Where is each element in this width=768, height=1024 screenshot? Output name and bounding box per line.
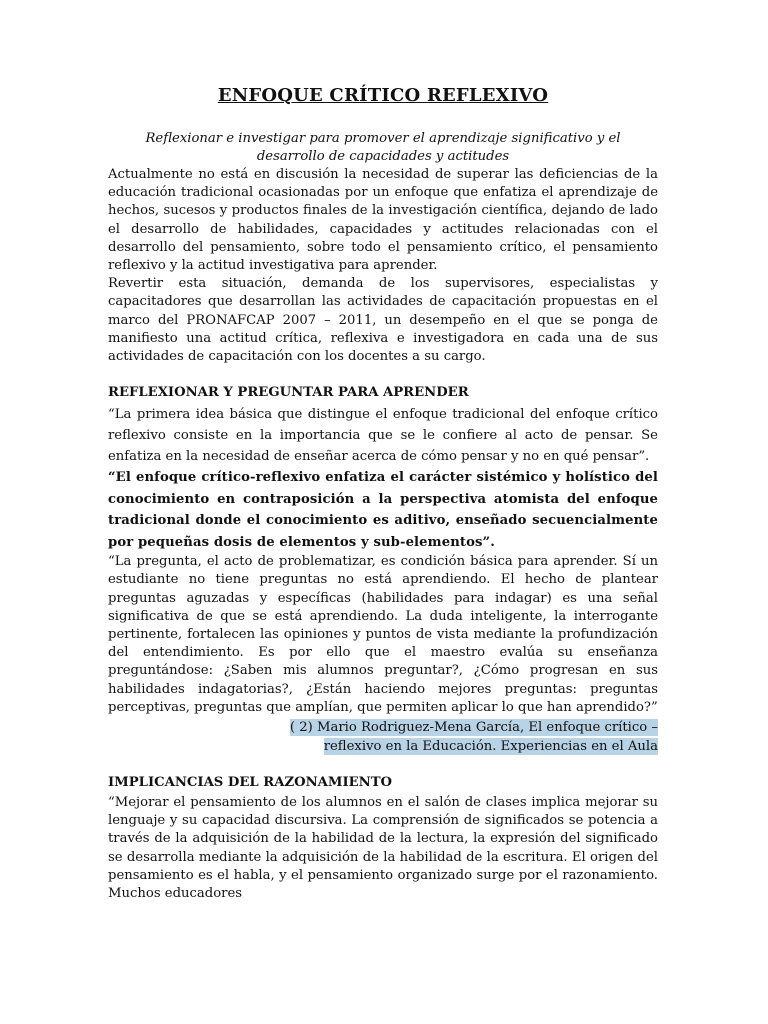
document-title: ENFOQUE CRÍTICO REFLEXIVO	[217, 85, 549, 106]
citation-line-1	[108, 719, 658, 738]
quote-paragraph-1: “La primera idea básica que distingue el enfoque tradicional del enfoque crítico reflexivo consiste en la importancia que se le confiere al acto de pensar. Se enfatiza en la necesidad de enseñar acerca de cómo pensar y no en qué pensar”.	[108, 407, 658, 465]
bold-quote-paragraph: “El enfoque crítico-reflexivo enfatiza el carácter sistémico y holístico del conocimiento en contraposición a la perspectiva atomista del enfoque tradicional donde el conocimiento es aditivo, enseñado secuencialmente por pequeñas dosis de elementos y sub-elementos”.	[108, 470, 658, 550]
section-heading-reflexionar: REFLEXIONAR Y PREGUNTAR PARA APRENDER	[108, 385, 469, 401]
implicancias-paragraph: “Mejorar el pensamiento de los alumnos en el salón de clases implica mejorar su lenguaje y su capacidad discursiva. La comprensión de significados se potencia a través de la adquisición de la habilidad de la lectura, la expresión del significado se desarrolla mediante la adquisición de la habilidad de la escritura. El origen del pensamiento es el habla, y el pensamiento organizado surge por el razonamiento. Muchos educadores	[108, 795, 658, 902]
citation-line-1-text: ( 2) Mario Rodriguez-Mena García, El enfoque crítico –	[289, 720, 658, 736]
citation-line-2-text: reflexivo en la Educación. Experiencias en el Aula	[323, 738, 658, 754]
citation-line-2	[108, 738, 658, 757]
document-subtitle: Reflexionar e investigar para promover el aprendizaje significativo y el desarrollo de capacidades y actitudes	[145, 131, 621, 164]
quote-paragraph-2: “La pregunta, el acto de problematizar, es condición básica para aprender. Sí un estudiante no tiene preguntas no está aprendiendo. El hecho de plantear preguntas aguzadas y específicas (habilidades para indagar) es una señal significativa de que se está aprendiendo. La duda inteligente, la interrogante pertinente, fortalecen las opiniones y puntos de vista mediante la profundización del entendimiento. Es por ello que el maestro evalúa su enseñanza preguntándose: ¿Saben mis alumnos preguntar?, ¿Cómo progresan en sus habilidades indagatorias?, ¿Están haciendo mejores preguntas: preguntas perceptivas, preguntas que amplían, que permiten aplicar lo que han aprendido?”	[108, 554, 658, 715]
intro-paragraph-1: Actualmente no está en discusión la necesidad de superar las deficiencias de la educación tradicional ocasionadas por un enfoque que enfatiza el aprendizaje de hechos, sucesos y productos finales de la investigación científica, dejando de lado el desarrollo de habilidades, capacidades y actitudes relacionadas con el desarrollo del pensamiento, sobre todo el pensamiento crítico, el pensamiento reflexivo y la actitud investigativa para aprender.	[108, 167, 658, 274]
section-heading-implicancias: IMPLICANCIAS DEL RAZONAMIENTO	[108, 775, 393, 791]
document-page	[108, 84, 658, 903]
intro-paragraph-2: Revertir esta situación, demanda de los supervisores, especialistas y capacitadores que desarrollan las actividades de capacitación propuestas en el marco del PRONAFCAP 2007 – 2011, un desempeño en el que se ponga de manifiesto una actitud crítica, reflexiva e investigadora en cada una de sus actividades de capacitación con los docentes a su cargo.	[108, 276, 658, 365]
citation-block	[108, 719, 658, 756]
